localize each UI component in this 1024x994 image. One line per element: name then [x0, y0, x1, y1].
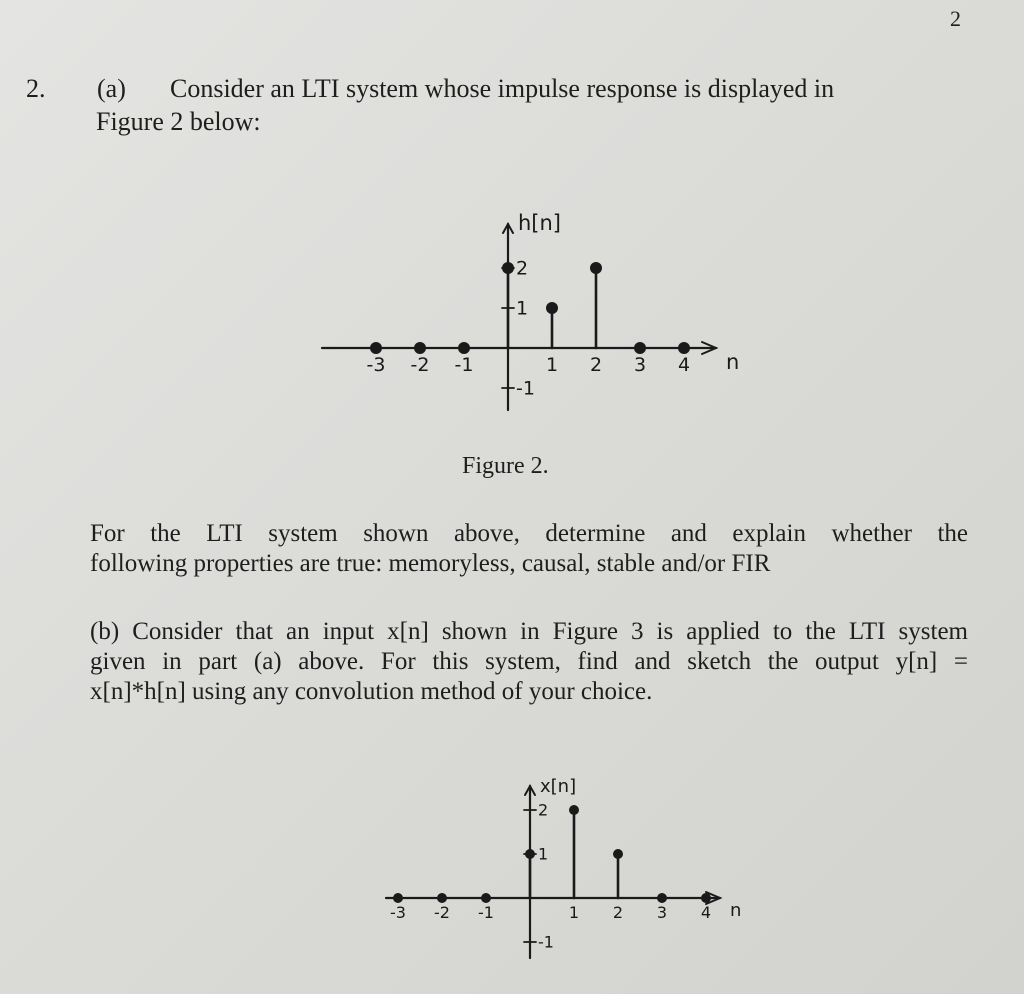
x-axis-label: n: [726, 350, 740, 374]
stem-point: [701, 893, 711, 903]
y-tick-label: 2: [516, 257, 529, 280]
x-tick-label: 3: [633, 354, 647, 376]
part-b-line2: given in part (a) above. For this system, find and sketch the output y[n] =: [90, 648, 968, 675]
x-tick-label: -2: [410, 354, 430, 376]
part-b-line3: x[n]*h[n] using any convolution method of your choice.: [90, 678, 653, 705]
paragraph-line2: following properties are true: memoryless, causal, stable and/or FIR: [90, 550, 771, 577]
x-tick-label: 1: [568, 903, 580, 922]
stem-point: [437, 893, 447, 903]
stem-point: [613, 849, 623, 859]
x-tick-label: 1: [545, 354, 559, 376]
y-tick-label: 1: [538, 844, 549, 864]
x-tick-label: -1: [454, 354, 474, 376]
x-axis-label: n: [730, 900, 742, 921]
x-tick-label: -3: [366, 354, 386, 376]
stem-point: [393, 893, 403, 903]
stem-point: [569, 805, 579, 815]
paragraph-line1: For the LTI system shown above, determine and explain whether the: [90, 520, 968, 547]
x-tick-label: -1: [478, 903, 494, 922]
part-a-text-line1: Consider an LTI system whose impulse response is displayed in: [170, 74, 835, 103]
stem-point: [525, 849, 535, 859]
x-tick-label: 4: [677, 354, 691, 376]
stem-point: [481, 893, 491, 903]
y-tick-label: 2: [538, 800, 549, 820]
y-tick-label: -1: [516, 377, 535, 400]
x-tick-label: 3: [656, 903, 668, 922]
y-tick-label: 1: [516, 297, 529, 320]
plot-title: h[n]: [518, 211, 562, 235]
x-tick-label: -3: [390, 903, 406, 922]
part-b-line1: (b) Consider that an input x[n] shown in Figure 3 is applied to the LTI system: [90, 618, 968, 645]
x-tick-label: 4: [700, 903, 712, 922]
x-tick-label: 2: [612, 903, 624, 922]
part-a-text-line2: Figure 2 below:: [96, 107, 261, 136]
figure-2-caption: Figure 2.: [462, 453, 549, 479]
x-tick-label: -2: [434, 903, 450, 922]
part-a-label: (a): [97, 74, 126, 103]
stem-point: [657, 893, 667, 903]
page-number: 2: [950, 6, 961, 31]
y-tick-label: -1: [538, 932, 554, 952]
question-number: 2.: [26, 74, 46, 103]
plot-title: x[n]: [540, 776, 577, 797]
x-tick-label: 2: [589, 354, 603, 376]
